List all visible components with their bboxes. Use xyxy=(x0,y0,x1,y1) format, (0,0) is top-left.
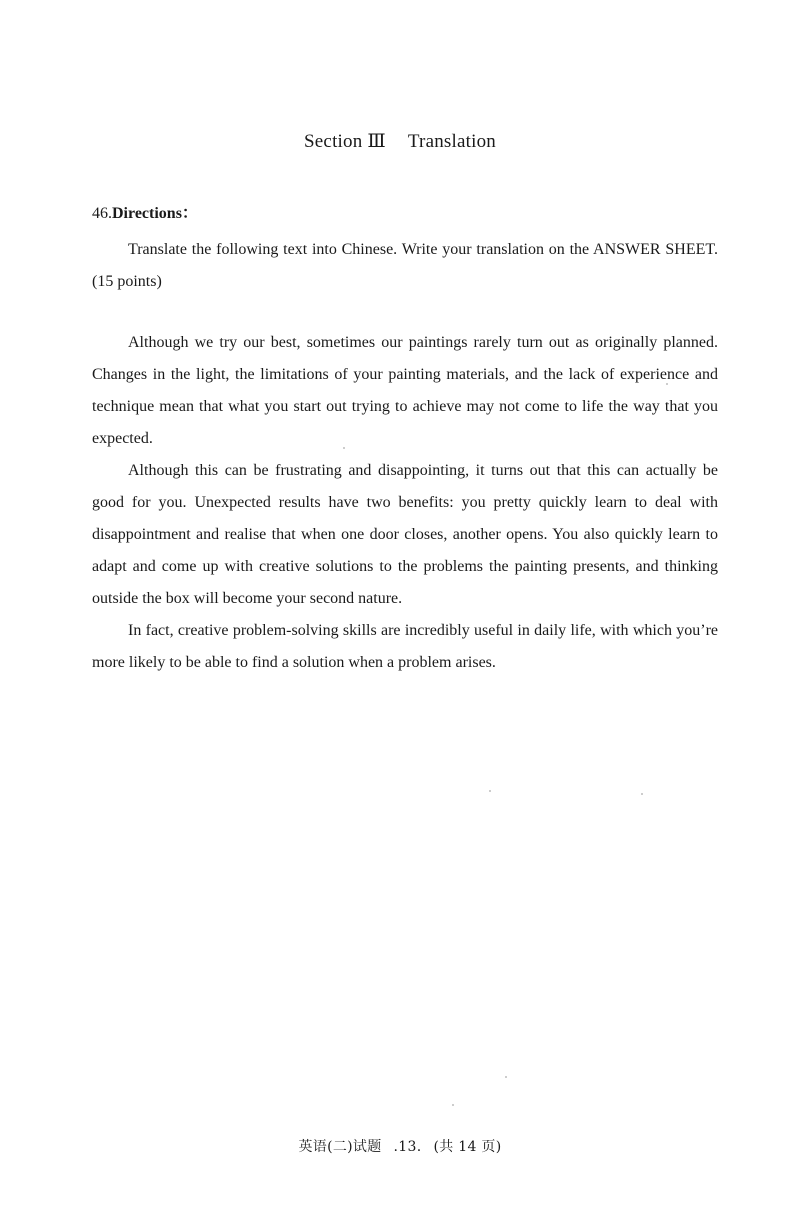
section-title: Translation xyxy=(407,131,496,152)
translation-passage xyxy=(92,327,718,679)
question-header xyxy=(92,203,718,225)
scan-speck xyxy=(452,1104,454,1106)
passage-paragraph-1: Although we try our best, sometimes our paintings rarely turn out as originally planned. Changes in the light, the limitations of your painting materials, and the lack of experience and technique mean that what you start out trying to achieve may not come to life the way that you expected. xyxy=(92,334,718,447)
scan-speck xyxy=(489,790,491,792)
scan-speck xyxy=(641,793,643,795)
footer-subject: 英语(二)试题 xyxy=(298,1139,382,1155)
directions-colon: ： xyxy=(181,205,198,222)
scan-speck xyxy=(666,383,668,385)
footer-page-number: .13. xyxy=(393,1139,422,1155)
question-46 xyxy=(92,203,718,298)
directions-heading: Directions xyxy=(112,205,182,222)
scan-speck xyxy=(505,1076,507,1078)
directions-text: Translate the following text into Chinese. Write your translation on the ANSWER SHEET. (15 points) xyxy=(92,241,718,290)
section-label: Section Ⅲ xyxy=(304,131,386,152)
question-number: 46. xyxy=(92,205,112,222)
scan-speck xyxy=(343,447,345,449)
passage-paragraph-2: Although this can be frustrating and disappointing, it turns out that this can actually be good for you. Unexpected results have two benefits: you pretty quickly learn to deal with disappointment and realise that when one door closes, another opens. You also quickly learn to adapt and come up with creative solutions to the problems the painting presents, and thinking outside the box will become your second nature. xyxy=(92,462,718,607)
footer-total-pages: (共 14 页) xyxy=(433,1139,502,1155)
passage-paragraph-3: In fact, creative problem-solving skills are incredibly useful in daily life, with which you’re more likely to be able to find a solution when a problem arises. xyxy=(92,622,718,671)
section-heading xyxy=(0,130,800,153)
page-footer xyxy=(0,1136,800,1156)
